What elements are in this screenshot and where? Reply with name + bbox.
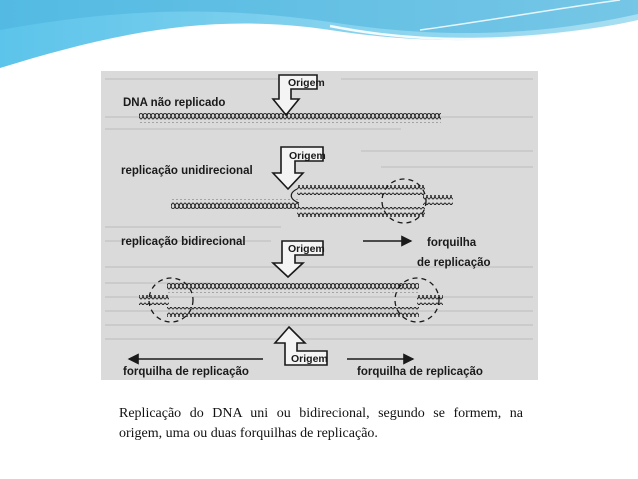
figure-caption: Replicação do DNA uni ou bidirecional, segundo se formem, na origem, uma ou duas forquilhas de replicação. (119, 406, 523, 441)
dna-replication-figure (101, 71, 538, 380)
label-forquilha-right: forquilha de replicação (357, 366, 483, 378)
label-forquilha-left: forquilha de replicação (123, 366, 249, 378)
label-dna-nao-replicado: DNA não replicado (123, 97, 226, 109)
origin-label-1: Origem (288, 77, 325, 89)
dna-daughter-top (297, 185, 425, 195)
dna-unreplicated (139, 113, 441, 123)
dna-daughter-bottom (297, 207, 425, 217)
origin-label-3: Origem (288, 243, 325, 255)
dna-bidir-left-end (139, 295, 169, 305)
origin-label-2: Origem (289, 150, 326, 162)
header-wave (0, 0, 638, 80)
label-replicacao-unidirecional: replicação unidirecional (121, 165, 253, 177)
dna-parental-left (171, 199, 299, 209)
label-replicacao-bidirecional: replicação bidirecional (121, 236, 246, 248)
dna-parental-right (423, 195, 453, 205)
dna-bidir-top-strand (167, 283, 419, 293)
dna-bidir-bottom-strand (167, 307, 419, 317)
label-forquilha: forquilha (427, 237, 477, 249)
label-de-replicacao: de replicação (417, 257, 491, 269)
origin-label-4: Origem (291, 353, 328, 365)
figure-svg (101, 71, 538, 380)
